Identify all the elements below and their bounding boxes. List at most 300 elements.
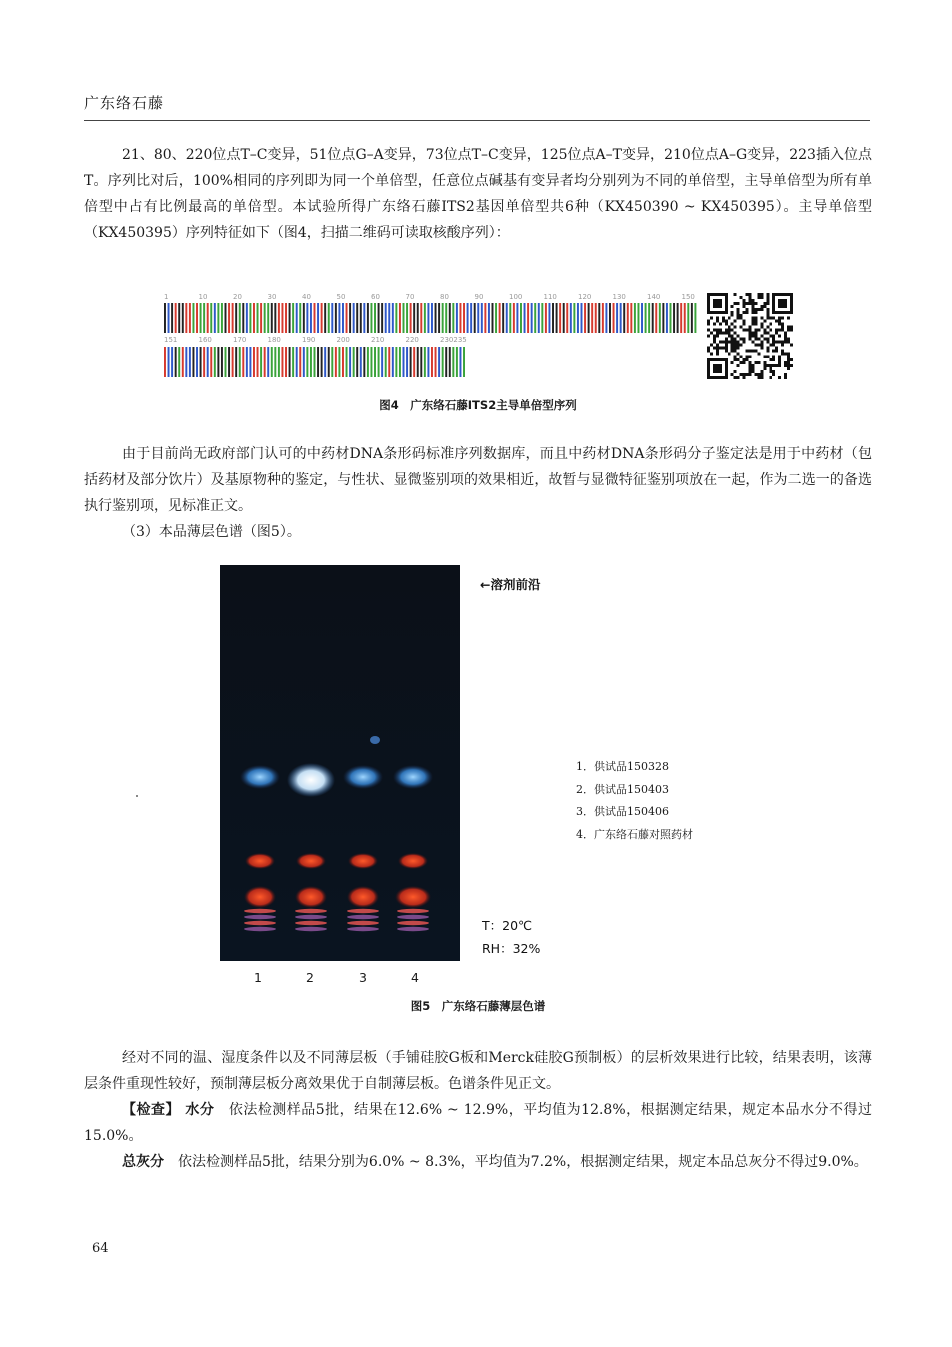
barcode-base-stripe	[602, 303, 604, 333]
qr-module	[719, 323, 722, 326]
qr-module	[740, 361, 743, 364]
qr-module	[743, 323, 746, 326]
qr-module	[769, 367, 772, 370]
qr-module	[766, 337, 769, 340]
qr-module	[734, 355, 737, 358]
qr-module	[757, 373, 760, 376]
barcode-base-stripe	[463, 303, 465, 333]
barcode-base-stripe	[609, 303, 611, 333]
qr-module	[775, 320, 778, 323]
qr-module	[740, 355, 743, 358]
qr-module	[775, 349, 778, 352]
qr-module	[790, 326, 793, 329]
qr-module	[766, 317, 769, 320]
tlc-band	[244, 921, 276, 925]
barcode-base-stripe	[445, 303, 447, 333]
qr-module	[743, 299, 746, 302]
qr-module	[778, 329, 781, 332]
qr-module	[763, 302, 766, 305]
qr-module	[751, 349, 754, 352]
barcode-base-stripe	[438, 347, 440, 377]
page-number: 64	[92, 1241, 109, 1256]
barcode-base-stripe	[474, 303, 476, 333]
legend-item: 3．供试品150406	[576, 805, 669, 818]
qr-module	[710, 317, 713, 320]
barcode-base-stripe	[378, 347, 380, 377]
qr-module	[749, 361, 752, 364]
qr-module	[713, 329, 716, 332]
barcode-base-stripe	[459, 347, 461, 377]
qr-module	[772, 373, 775, 376]
qr-module	[772, 299, 775, 302]
qr-module	[754, 343, 757, 346]
barcode-base-stripe	[513, 303, 515, 333]
barcode-base-stripe	[381, 303, 383, 333]
qr-module	[710, 376, 713, 379]
qr-module	[707, 308, 710, 311]
qr-module	[790, 329, 793, 332]
barcode-tick-label: 100	[509, 293, 523, 301]
qr-module	[713, 337, 716, 340]
barcode-base-stripe	[395, 303, 397, 333]
qr-module	[778, 355, 781, 358]
qr-module	[751, 302, 754, 305]
qr-module	[781, 349, 784, 352]
barcode-base-stripe	[395, 347, 397, 377]
barcode-base-stripe	[413, 303, 415, 333]
qr-module	[760, 305, 763, 308]
qr-module	[781, 302, 784, 305]
qr-module	[763, 320, 766, 323]
qr-module	[707, 302, 710, 305]
qr-module	[781, 326, 784, 329]
barcode-base-stripe	[420, 303, 422, 333]
qr-module	[734, 340, 737, 343]
barcode-base-stripe	[271, 347, 273, 377]
qr-module	[769, 364, 772, 367]
qr-module	[743, 305, 746, 308]
barcode-base-stripe	[210, 347, 212, 377]
qr-module	[707, 335, 710, 338]
qr-module	[781, 323, 784, 326]
qr-module	[743, 329, 746, 332]
barcode-base-stripe	[548, 303, 550, 333]
barcode-base-stripe	[292, 347, 294, 377]
qr-module	[772, 335, 775, 338]
qr-module	[760, 317, 763, 320]
qr-module	[772, 296, 775, 299]
tlc-band	[397, 915, 429, 919]
barcode-base-stripe	[492, 303, 494, 333]
qr-module	[778, 302, 781, 305]
qr-module	[743, 311, 746, 314]
tlc-band	[295, 915, 327, 919]
qr-module	[787, 317, 790, 320]
barcode-base-stripe	[321, 303, 323, 333]
qr-module	[740, 373, 743, 376]
qr-module	[751, 364, 754, 367]
barcode-base-stripe	[253, 303, 255, 333]
barcode-base-stripe	[338, 303, 340, 333]
paragraph-tlc-heading: （3）本品薄层色谱（图5）。	[122, 524, 301, 540]
barcode-ticks-row2	[164, 336, 467, 344]
barcode-bars-row1	[164, 303, 696, 333]
barcode-base-stripe	[196, 347, 198, 377]
barcode-base-stripe	[353, 303, 355, 333]
barcode-base-stripe	[374, 303, 376, 333]
barcode-base-stripe	[346, 303, 348, 333]
qr-module	[725, 349, 728, 352]
qr-module	[757, 337, 760, 340]
qr-module	[778, 317, 781, 320]
qr-module	[754, 361, 757, 364]
qr-module	[749, 332, 752, 335]
moisture-text: 依法检测样品5批，结果在12.6% ~ 12.9%，平均值为12.8%，根据测定结果，规定本品水分不得过15.0%。	[84, 1102, 873, 1144]
qr-module	[757, 308, 760, 311]
qr-module	[778, 340, 781, 343]
qr-code-icon[interactable]	[707, 293, 793, 379]
barcode-base-stripe	[634, 303, 636, 333]
qr-module	[766, 314, 769, 317]
barcode-base-stripe	[591, 303, 593, 333]
barcode-ticks-row1	[164, 293, 695, 301]
qr-module	[731, 329, 734, 332]
qr-module	[713, 367, 716, 370]
qr-module	[760, 376, 763, 379]
barcode-base-stripe	[370, 303, 372, 333]
barcode-base-stripe	[185, 303, 187, 333]
tlc-band	[397, 909, 429, 913]
qr-module	[713, 299, 716, 302]
barcode-base-stripe	[360, 303, 362, 333]
qr-module	[772, 302, 775, 305]
barcode-base-stripe	[235, 303, 237, 333]
barcode-base-stripe	[452, 303, 454, 333]
qr-module	[790, 299, 793, 302]
qr-module	[790, 343, 793, 346]
barcode-base-stripe	[442, 303, 444, 333]
solvent-front-label: ←溶剂前沿	[480, 577, 541, 592]
qr-module	[722, 376, 725, 379]
barcode-base-stripe	[435, 303, 437, 333]
qr-module	[766, 302, 769, 305]
qr-module	[787, 340, 790, 343]
barcode-base-stripe	[196, 303, 198, 333]
tlc-red-spot	[395, 886, 431, 908]
qr-module	[760, 293, 763, 296]
barcode-base-stripe	[463, 347, 465, 377]
qr-module	[751, 308, 754, 311]
barcode-base-stripe	[581, 303, 583, 333]
qr-module	[737, 311, 740, 314]
qr-module	[775, 329, 778, 332]
barcode-base-stripe	[470, 303, 472, 333]
qr-module	[707, 358, 710, 361]
qr-module	[731, 337, 734, 340]
qr-module	[743, 302, 746, 305]
barcode-base-stripe	[175, 303, 177, 333]
qr-module	[790, 296, 793, 299]
barcode-base-stripe	[559, 303, 561, 333]
barcode-base-stripe	[403, 347, 405, 377]
barcode-base-stripe	[353, 347, 355, 377]
qr-module	[719, 370, 722, 373]
qr-module	[781, 343, 784, 346]
barcode-base-stripe	[367, 303, 369, 333]
barcode-base-stripe	[171, 347, 173, 377]
barcode-base-stripe	[566, 303, 568, 333]
qr-module	[707, 364, 710, 367]
qr-module	[728, 332, 731, 335]
qr-module	[716, 329, 719, 332]
qr-module	[716, 343, 719, 346]
barcode-base-stripe	[310, 347, 312, 377]
qr-module	[784, 302, 787, 305]
qr-module	[710, 352, 713, 355]
qr-module	[737, 317, 740, 320]
barcode-base-stripe	[410, 303, 412, 333]
barcode-base-stripe	[623, 303, 625, 333]
qr-module	[746, 308, 749, 311]
qr-module	[790, 364, 793, 367]
barcode-tick-label: 150	[681, 293, 695, 301]
qr-module	[716, 332, 719, 335]
tlc-band	[397, 927, 429, 931]
barcode-base-stripe	[182, 303, 184, 333]
qr-module	[713, 376, 716, 379]
qr-module	[754, 311, 757, 314]
qr-module	[716, 376, 719, 379]
qr-module	[707, 323, 710, 326]
barcode-base-stripe	[392, 347, 394, 377]
qr-module	[751, 370, 754, 373]
barcode-base-stripe	[680, 303, 682, 333]
qr-module	[778, 320, 781, 323]
barcode-base-stripe	[324, 347, 326, 377]
qr-module	[725, 367, 728, 370]
qr-module	[719, 332, 722, 335]
qr-module	[772, 343, 775, 346]
barcode-base-stripe	[257, 347, 259, 377]
barcode-base-stripe	[595, 303, 597, 333]
qr-module	[749, 370, 752, 373]
qr-module	[751, 323, 754, 326]
barcode-base-stripe	[260, 347, 262, 377]
qr-module	[743, 320, 746, 323]
qr-module	[725, 346, 728, 349]
qr-module	[731, 343, 734, 346]
qr-module	[719, 293, 722, 296]
qr-module	[722, 340, 725, 343]
tlc-plate-photo	[220, 565, 460, 961]
barcode-base-stripe	[260, 303, 262, 333]
barcode-base-stripe	[630, 303, 632, 333]
qr-module	[790, 302, 793, 305]
qr-module	[719, 358, 722, 361]
barcode-tick-label: 120	[578, 293, 592, 301]
barcode-base-stripe	[662, 303, 664, 333]
qr-module	[787, 293, 790, 296]
barcode-base-stripe	[659, 303, 661, 333]
qr-module	[713, 364, 716, 367]
barcode-base-stripe	[189, 303, 191, 333]
qr-module	[713, 302, 716, 305]
qr-module	[784, 293, 787, 296]
barcode-base-stripe	[349, 347, 351, 377]
qr-module	[784, 311, 787, 314]
barcode-base-stripe	[417, 303, 419, 333]
barcode-base-stripe	[406, 347, 408, 377]
qr-module	[731, 340, 734, 343]
qr-module	[766, 340, 769, 343]
barcode-base-stripe	[538, 303, 540, 333]
qr-module	[751, 299, 754, 302]
qr-module	[754, 337, 757, 340]
qr-module	[725, 332, 728, 335]
qr-module	[784, 340, 787, 343]
qr-module	[722, 358, 725, 361]
qr-module	[746, 355, 749, 358]
barcode-base-stripe	[467, 303, 469, 333]
qr-module	[713, 335, 716, 338]
qr-module	[707, 346, 710, 349]
qr-module	[737, 346, 740, 349]
qr-module	[743, 340, 746, 343]
barcode-base-stripe	[303, 347, 305, 377]
qr-module	[778, 299, 781, 302]
barcode-base-stripe	[637, 303, 639, 333]
qr-module	[734, 346, 737, 349]
barcode-tick-label: 140	[647, 293, 661, 301]
barcode-base-stripe	[424, 303, 426, 333]
barcode-base-stripe	[495, 303, 497, 333]
tlc-faint-spot	[370, 736, 380, 744]
barcode-base-stripe	[217, 303, 219, 333]
tlc-band	[244, 915, 276, 919]
qr-module	[716, 317, 719, 320]
barcode-base-stripe	[356, 303, 358, 333]
barcode-base-stripe	[214, 303, 216, 333]
barcode-base-stripe	[431, 303, 433, 333]
barcode-base-stripe	[570, 303, 572, 333]
qr-module	[754, 332, 757, 335]
qr-module	[740, 317, 743, 320]
qr-module	[743, 376, 746, 379]
qr-module	[716, 364, 719, 367]
barcode-tick-label: 50	[336, 293, 346, 301]
qr-module	[713, 370, 716, 373]
barcode-base-stripe	[175, 347, 177, 377]
qr-module	[757, 352, 760, 355]
qr-module	[719, 305, 722, 308]
qr-module	[731, 311, 734, 314]
tlc-band	[347, 915, 379, 919]
barcode-base-stripe	[328, 303, 330, 333]
qr-module	[790, 308, 793, 311]
barcode-tick-label: 220	[405, 336, 419, 344]
qr-module	[769, 358, 772, 361]
qr-module	[754, 302, 757, 305]
qr-module	[790, 311, 793, 314]
barcode-base-stripe	[531, 303, 533, 333]
qr-module	[772, 355, 775, 358]
barcode-base-stripe	[249, 347, 251, 377]
barcode-base-stripe	[627, 303, 629, 333]
qr-module	[725, 323, 728, 326]
barcode-base-stripe	[392, 303, 394, 333]
barcode-base-stripe	[459, 303, 461, 333]
qr-module	[719, 299, 722, 302]
barcode-base-stripe	[449, 347, 451, 377]
barcode-base-stripe	[616, 303, 618, 333]
qr-module	[784, 335, 787, 338]
qr-module	[760, 308, 763, 311]
tlc-band	[295, 927, 327, 931]
qr-module	[710, 311, 713, 314]
tlc-band	[347, 909, 379, 913]
qr-module	[766, 355, 769, 358]
barcode-base-stripe	[225, 303, 227, 333]
qr-module	[707, 305, 710, 308]
barcode-base-stripe	[207, 347, 209, 377]
qr-module	[790, 358, 793, 361]
barcode-base-stripe	[349, 303, 351, 333]
qr-module	[734, 343, 737, 346]
barcode-base-stripe	[164, 303, 166, 333]
qr-module	[737, 340, 740, 343]
barcode-base-stripe	[232, 347, 234, 377]
header-rule	[84, 120, 870, 121]
qr-module	[760, 326, 763, 329]
qr-module	[707, 367, 710, 370]
barcode-base-stripe	[299, 303, 301, 333]
qr-module	[749, 326, 752, 329]
qr-module	[719, 329, 722, 332]
barcode-base-stripe	[477, 303, 479, 333]
legend-item: 2．供试品150403	[576, 782, 669, 796]
barcode-base-stripe	[239, 303, 241, 333]
qr-module	[707, 373, 710, 376]
qr-module	[746, 311, 749, 314]
qr-module	[754, 373, 757, 376]
qr-module	[760, 343, 763, 346]
barcode-base-stripe	[342, 347, 344, 377]
barcode-base-stripe	[335, 347, 337, 377]
qr-module	[734, 302, 737, 305]
qr-module	[754, 323, 757, 326]
qr-module	[766, 326, 769, 329]
dna-barcode-figure	[164, 291, 698, 379]
barcode-base-stripe	[420, 347, 422, 377]
qr-module	[757, 293, 760, 296]
qr-module	[725, 311, 728, 314]
qr-module	[760, 340, 763, 343]
qr-module	[725, 376, 728, 379]
barcode-base-stripe	[556, 303, 558, 333]
qr-module	[716, 367, 719, 370]
qr-module	[734, 376, 737, 379]
barcode-base-stripe	[655, 303, 657, 333]
qr-module	[746, 373, 749, 376]
qr-module	[731, 346, 734, 349]
qr-module	[725, 302, 728, 305]
qr-module	[716, 305, 719, 308]
qr-module	[784, 337, 787, 340]
qr-module	[781, 329, 784, 332]
barcode-base-stripe	[296, 347, 298, 377]
barcode-base-stripe	[164, 347, 166, 377]
barcode-base-stripe	[296, 303, 298, 333]
